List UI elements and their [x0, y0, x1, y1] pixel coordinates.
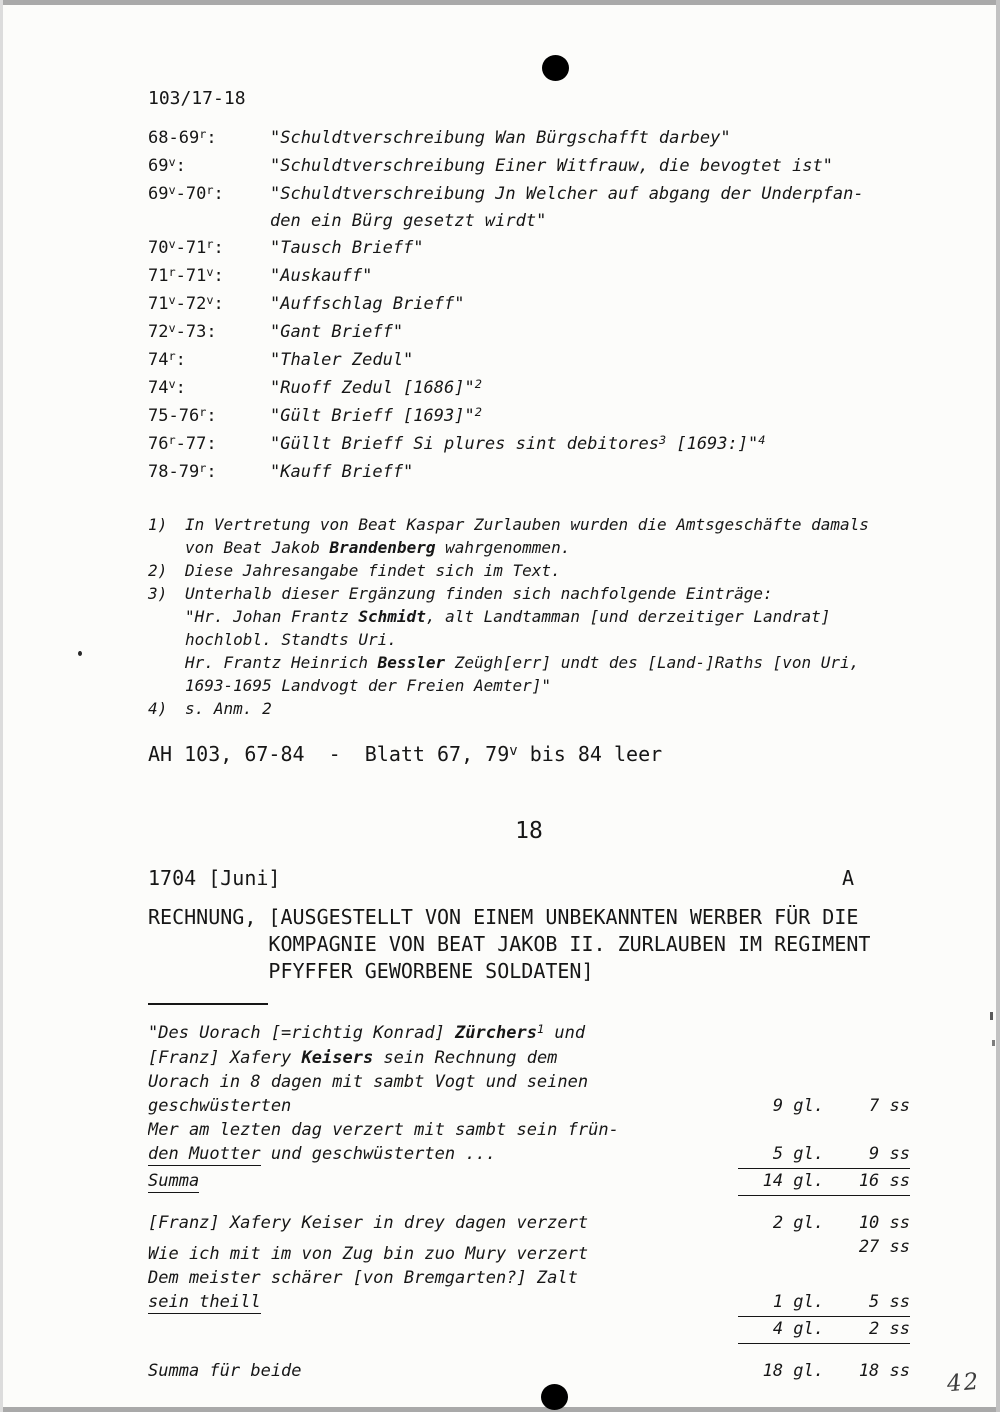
entry-title-line: "Gant Brieff": [270, 322, 404, 342]
amount-gulden: 18 gl.: [762, 1361, 824, 1381]
account-transcription: [148, 1021, 910, 1383]
footnote: [148, 582, 910, 697]
register-entry: [148, 153, 910, 181]
account-row-text: Uorach in 8 dagen mit sambt Vogt und seinen: [148, 1072, 589, 1092]
folio-range: 72$^v$-73:: [148, 320, 217, 342]
entry-title-line: "Schuldtverschreibung Jn Welcher auf abgang der Underpfan-: [270, 184, 864, 204]
footnote-number: 2): [148, 561, 168, 580]
amount-schilling: 5 ss: [869, 1292, 910, 1312]
entry-title-line: "Auskauff": [270, 266, 373, 286]
folio-range: 71$^r$-71$^v$:: [148, 264, 224, 286]
footnote-line: In Vertretung von Beat Kaspar Zurlauben wurden die Amtsgeschäfte damals: [185, 515, 869, 534]
account-row: [148, 1290, 910, 1317]
footnote-number: 4): [148, 699, 168, 718]
amount-gulden: 2 gl.: [772, 1213, 824, 1233]
amount-schilling: 18 ss: [858, 1361, 910, 1381]
entry-title-line: den ein Bürg gesetzt wirdt": [270, 211, 547, 231]
register-entry: [148, 375, 910, 403]
folio-range: 76$^r$-77:: [148, 432, 217, 454]
entry-title: [270, 403, 482, 431]
register-entry: [148, 347, 910, 375]
folio-register: [148, 125, 910, 487]
document-date: 1704 [Juni]: [148, 866, 281, 890]
folio-range: 68-69$^r$:: [148, 126, 217, 148]
folio-range: 70$^v$-71$^r$:: [148, 236, 224, 258]
account-row: [148, 1094, 910, 1118]
archive-reference: 103/17-18: [148, 88, 246, 109]
account-row-text: geschwüsterten: [148, 1096, 292, 1116]
entry-title: [270, 431, 765, 459]
scan-edge-left: [0, 0, 3, 1412]
account-row-text: Summa: [148, 1171, 200, 1191]
entry-title: [270, 235, 424, 263]
register-entry: [148, 319, 910, 347]
account-row: [148, 1142, 910, 1169]
entry-title: [270, 347, 413, 375]
amount-schilling: 27 ss: [858, 1237, 910, 1257]
entry-title-line: "Ruoff Zedul [1686]"$^2$: [270, 376, 482, 398]
account-row-text: "Des Uorach [=richtig Konrad] Zürchers$^1$ und: [148, 1021, 586, 1043]
folio-range: 69$^v$-70$^r$:: [148, 182, 224, 204]
folio-range: 71$^v$-72$^v$:: [148, 292, 224, 314]
account-row-total: [148, 1359, 910, 1383]
account-row-text: den Muotter und geschwüsterten ...: [148, 1144, 496, 1164]
account-amounts: [738, 1094, 910, 1118]
amount-gulden: 1 gl.: [772, 1292, 824, 1312]
account-row-summa: [148, 1169, 910, 1196]
scan-artifact-mark: [990, 1012, 993, 1020]
account-row-text: Dem meister schärer [von Bremgarten?] Zalt: [148, 1268, 578, 1288]
account-amounts: [738, 1169, 910, 1196]
register-entry: [148, 459, 910, 487]
account-row: [148, 1317, 910, 1344]
document-section-number: 18: [515, 818, 543, 844]
account-row-text: sein theill: [148, 1292, 261, 1312]
footnote-line: s. Anm. 2: [185, 699, 272, 718]
scan-edge-top: [0, 0, 1000, 5]
account-row: [148, 1070, 910, 1094]
amount-gulden: 5 gl.: [772, 1144, 824, 1164]
entry-title: [270, 459, 413, 487]
account-block: [148, 1211, 910, 1344]
footnote-line: Diese Jahresangabe findet sich im Text.: [185, 561, 561, 580]
document-letter: A: [841, 866, 854, 890]
account-row-text: Wie ich mit im von Zug bin zuo Mury verzert: [148, 1244, 589, 1264]
footnote-line: hochlobl. Standts Uri.: [185, 630, 397, 649]
account-row: [148, 1046, 910, 1070]
entry-title-line: "Auffschlag Brieff": [270, 294, 465, 314]
separator-rule: [148, 1003, 268, 1005]
entry-title: [270, 125, 731, 153]
heading-line: RECHNUNG, [AUSGESTELLT VON EINEM UNBEKANNTEN WERBER FÜR DIE: [148, 905, 859, 929]
amount-gulden: 9 gl.: [772, 1096, 824, 1116]
amount-schilling: 10 ss: [858, 1213, 910, 1233]
footnote-text: [185, 559, 561, 582]
amount-schilling: 2 ss: [869, 1319, 910, 1339]
register-entry: [148, 125, 910, 153]
entry-title-line: "Kauff Brieff": [270, 462, 414, 482]
account-amounts: [738, 1290, 910, 1317]
register-entry: [148, 291, 910, 319]
account-block: [148, 1021, 910, 1196]
footnote-text: [185, 582, 859, 697]
heading-line: PFYFFER GEWORBENE SOLDATEN]: [148, 959, 594, 983]
account-amounts: [738, 1211, 910, 1235]
account-row-text: Summa für beide: [148, 1361, 302, 1381]
account-row: [148, 1211, 910, 1235]
folio-range: 74$^r$:: [148, 348, 186, 370]
footnote-number: 3): [148, 584, 168, 603]
date-row: [148, 866, 910, 890]
page-content: [148, 88, 910, 1383]
heading-line: KOMPAGNIE VON BEAT JAKOB II. ZURLAUBEN IM REGIMENT: [148, 932, 871, 956]
footnote-line: Hr. Frantz Heinrich Bessler Zeügh[err] undt des [Land-]Raths [von Uri,: [185, 653, 860, 672]
scan-edge-bottom: [0, 1407, 1000, 1412]
entry-title: [270, 375, 482, 403]
account-row-text: [Franz] Xafery Keiser in drey dagen verzert: [148, 1213, 589, 1233]
footnote-line: 1693-1695 Landvogt der Freien Aemter]": [185, 676, 552, 695]
footnotes-block: [148, 513, 910, 720]
footnote: [148, 559, 910, 582]
account-row-text: [Franz] Xafery Keisers sein Rechnung dem: [148, 1048, 558, 1068]
register-entry: [148, 403, 910, 431]
amount-schilling: 16 ss: [858, 1171, 910, 1191]
entry-title-line: "Gült Brieff [1693]"$^2$: [270, 404, 482, 426]
account-row: [148, 1266, 910, 1290]
amount-schilling: 7 ss: [869, 1096, 910, 1116]
account-row: [148, 1118, 910, 1142]
register-entry: [148, 263, 910, 291]
punch-hole-dot-bottom: [541, 1384, 568, 1410]
footnote-text: [185, 697, 272, 720]
archive-holding-reference: AH 103, 67-84 - Blatt 67, 79$^v$ bis 84 leer: [148, 742, 663, 766]
footnote-line: "Hr. Johan Frantz Schmidt, alt Landtamman [und derzeitiger Landrat]: [185, 607, 831, 626]
folio-range: 74$^v$:: [148, 376, 186, 398]
entry-title: [270, 319, 403, 347]
amount-gulden: [738, 1235, 824, 1259]
scan-artifact-dot: [78, 651, 82, 656]
scan-edge-right: [996, 0, 1000, 1412]
entry-title-line: "Thaler Zedul": [270, 350, 414, 370]
entry-title: [270, 263, 372, 291]
footnote-text: [185, 513, 869, 559]
register-entry: [148, 235, 910, 263]
account-row: [148, 1021, 910, 1046]
entry-title-line: "Tausch Brieff": [270, 238, 424, 258]
footnote-line: von Beat Jakob Brandenberg wahrgenommen.: [185, 538, 571, 557]
entry-title: [270, 291, 464, 319]
punch-hole-dot-top: [542, 55, 569, 81]
entry-title: [270, 153, 833, 181]
entry-title-line: "Schuldtverschreibung Wan Bürgschafft darbey": [270, 128, 731, 148]
footnote-number: 1): [148, 515, 168, 534]
amount-schilling: 9 ss: [869, 1144, 910, 1164]
folio-range: 78-79$^r$:: [148, 460, 217, 482]
scan-artifact-mark: [992, 1040, 995, 1046]
document-heading: [148, 904, 910, 985]
account-amounts: [738, 1235, 910, 1259]
account-amounts: [738, 1317, 910, 1344]
handwritten-page-number: 42: [945, 1368, 982, 1398]
footnote-line: Unterhalb dieser Ergänzung finden sich nachfolgende Einträge:: [185, 584, 773, 603]
account-amounts: [738, 1359, 910, 1383]
folio-range: 75-76$^r$:: [148, 404, 217, 426]
amount-gulden: 14 gl.: [762, 1171, 824, 1191]
folio-range: 69$^v$:: [148, 154, 186, 176]
entry-title-line: "Schuldtverschreibung Einer Witfrauw, die bevogtet ist": [270, 156, 833, 176]
account-amounts: [738, 1142, 910, 1169]
register-entry: [148, 181, 910, 235]
account-row-text: Mer am lezten dag verzert mit sambt sein frün-: [148, 1120, 619, 1140]
footnote: [148, 513, 910, 559]
account-block: [148, 1359, 910, 1383]
amount-gulden: 4 gl.: [772, 1319, 824, 1339]
footnote: [148, 697, 910, 720]
entry-title-line: "Güllt Brieff Si plures sint debitores$^3$ [1693:]"$^4$: [270, 432, 766, 454]
entry-title: [270, 181, 864, 235]
register-entry: [148, 431, 910, 459]
account-row: [148, 1235, 910, 1266]
